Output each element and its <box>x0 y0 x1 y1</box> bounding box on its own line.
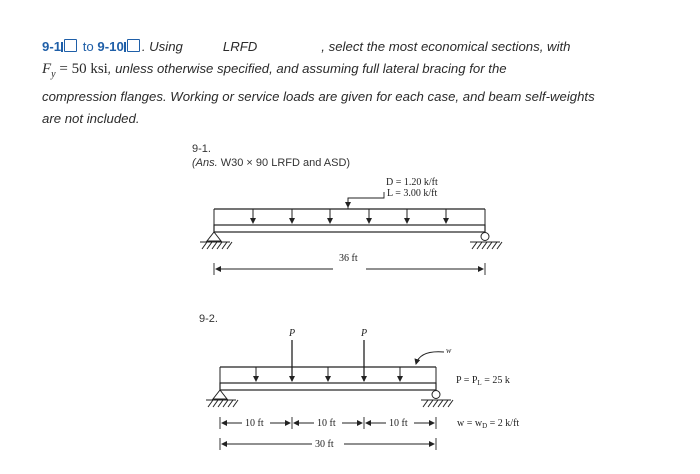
answer-section: W30 × 90 <box>220 157 269 169</box>
intro-text-1: , select the most economical sections, with <box>321 39 571 54</box>
w-definition-value: = 2 k/ft <box>487 418 520 429</box>
point-load-right-label: P <box>361 328 368 339</box>
intro-text-2: , unless otherwise specified, and assuming full lateral bracing for the <box>107 61 507 76</box>
span-label: 36 ft <box>339 253 358 264</box>
w-leader <box>416 352 444 364</box>
fy-symbol: F <box>42 61 52 77</box>
beam-2-diagram <box>206 340 453 450</box>
problem-1-label: 9-1. <box>192 143 211 155</box>
w-label: w <box>446 346 452 355</box>
beam-1-load-arrows <box>214 209 485 225</box>
segment-2-label: 10 ft <box>317 418 336 429</box>
p-definition-sub: L <box>477 379 482 387</box>
segment-1-label: 10 ft <box>245 418 264 429</box>
ref-to-text: to <box>82 39 94 54</box>
beam-1-pin-support <box>200 232 232 249</box>
method-text: LRFD <box>222 39 258 54</box>
live-load-label: L = 3.00 k/ft <box>387 188 438 199</box>
beam-1-span-dimension <box>214 263 485 275</box>
segment-3-label: 10 ft <box>389 418 408 429</box>
w-definition-sub: D <box>482 422 488 430</box>
beam-1-roller-support <box>470 233 502 250</box>
ref-link-end[interactable]: 9-10 <box>97 39 124 54</box>
ref-link-start[interactable]: 9-1 <box>42 39 62 54</box>
beam-1-load-leader <box>348 192 384 209</box>
fy-value: = 50 ksi <box>55 61 108 77</box>
point-load-left-label: P <box>289 328 296 339</box>
using-text: . Using <box>141 39 183 54</box>
p-definition-main: P = P <box>456 375 478 386</box>
dead-load-label: D = 1.20 k/ft <box>386 177 438 188</box>
answer-prefix: (Ans. <box>192 157 218 169</box>
w-definition <box>457 418 519 430</box>
beam-2 <box>220 383 436 390</box>
beam-2-load-arrows <box>220 367 436 383</box>
beam-2-pin-support <box>206 390 238 407</box>
beam-1 <box>214 225 485 232</box>
p-definition <box>456 375 510 387</box>
answer-suffix: LRFD and ASD) <box>268 157 351 169</box>
fy-subscript: y <box>51 69 56 80</box>
problem-2-label: 9-2. <box>199 313 218 325</box>
intro-line-3: compression flanges. Working or service loads are given for each case, and beam self-weights <box>42 89 595 104</box>
w-definition-main: w = w <box>457 418 483 429</box>
total-span-label: 30 ft <box>315 439 334 450</box>
beam-2-roller-support <box>421 391 453 408</box>
p-definition-value: = 25 k <box>481 375 510 386</box>
intro-line-4: are not included. <box>42 111 140 126</box>
